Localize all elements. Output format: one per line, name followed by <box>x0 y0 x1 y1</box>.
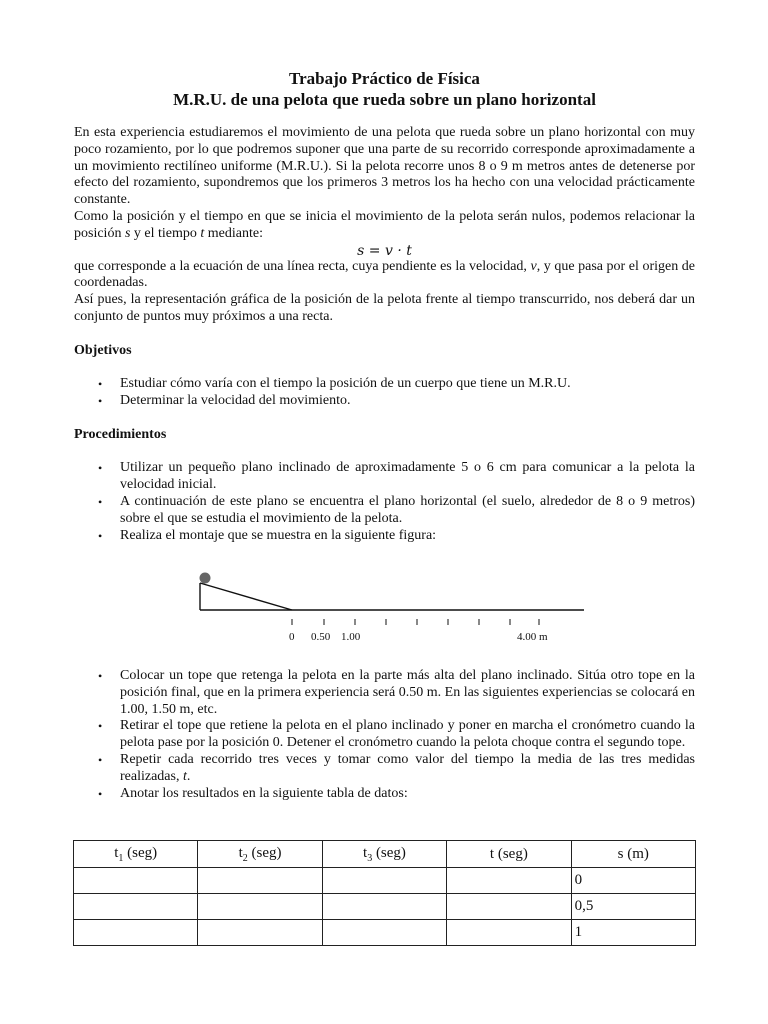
list-item: • Determinar la velocidad del movimiento. <box>98 392 351 408</box>
header-s: s (m) <box>571 841 695 868</box>
table-cell[interactable] <box>198 920 322 946</box>
procedimientos-list-2 <box>74 668 695 802</box>
procedimientos-list <box>74 460 695 544</box>
table-cell[interactable] <box>447 894 571 920</box>
header-t1: $t_1$ (seg) <box>74 841 198 868</box>
list-item: • Estudiar cómo varía con el tiempo la posición de un cuerpo que tiene un M.R.U. <box>98 375 571 391</box>
label-0-50: 0.50 <box>311 631 331 643</box>
document-page <box>74 68 695 544</box>
table-row <box>74 868 696 894</box>
intro-paragraph-4: Así pues, la representación gráfica de la posición de la pelota frente al tiempo transcurrido, nos deberá dar un conjunto de puntos muy próximos a una recta. <box>74 292 695 324</box>
procedimientos-continued <box>74 668 695 802</box>
list-item: • Utilizar un pequeño plano inclinado de aproximadamente 5 o 6 cm para comunicar a la pelota la velocidad inicial. <box>98 460 695 493</box>
list-item: • A continuación de este plano se encuentra el plano horizontal (el suelo, alrededor de 8 o 9 metros) sobre el que se estudia el movimiento de la pelota. <box>98 493 695 526</box>
tick-marks <box>292 619 539 625</box>
data-table <box>73 840 696 946</box>
table-cell-s: 1 <box>571 920 695 946</box>
table-header-row <box>74 841 696 868</box>
table-cell[interactable] <box>74 894 198 920</box>
table-cell[interactable] <box>447 920 571 946</box>
list-item: • Colocar un tope que retenga la pelota en la parte más alta del plano inclinado. Sitúa otro tope en la posición final, que en la primera experiencia será 0.50 m. En las siguientes experiencias se colocará en 1.00, 1.50 m, etc. <box>98 668 695 717</box>
intro-paragraph-3: que corresponde a la ecuación de una línea recta, cuya pendiente es la velocidad, v, y que pasa por el origen de coordenadas. <box>74 258 695 291</box>
table-cell[interactable] <box>198 894 322 920</box>
formula-s-equals-vt: s = v · t <box>357 242 412 259</box>
intro-paragraph-1: En esta experiencia estudiaremos el movimiento de una pelota que rueda sobre un plano horizontal con muy poco rozamiento, por lo que podremos suponer que una parte de su recorrido corresponde aproximadamente a un movimiento rectilíneo uniforme (M.R.U.). Si la pelota recorre unos 8 o 9 m metros antes de detenerse por efecto del rozamiento, supondremos que los primeros 3 metros los ha hecho con una velocidad prácticamente constante. <box>74 125 695 208</box>
table-cell[interactable] <box>447 868 571 894</box>
document-subtitle: M.R.U. de una pelota que rueda sobre un plano horizontal <box>173 90 596 109</box>
symbol-v: v <box>530 258 537 274</box>
objetivos-heading: Objetivos <box>74 342 132 358</box>
table-cell[interactable] <box>322 894 446 920</box>
procedimientos-heading: Procedimientos <box>74 427 167 443</box>
list-item: • Anotar los resultados en la siguiente tabla de datos: <box>98 785 408 801</box>
symbol-s: s <box>124 225 131 241</box>
table-cell-s: 0,5 <box>571 894 695 920</box>
header-t3: $t_3$ (seg) <box>322 841 446 868</box>
table-row <box>74 894 696 920</box>
list-item: • Repetir cada recorrido tres veces y tomar como valor del tiempo la media de las tres medidas realizadas, t. <box>98 751 695 784</box>
symbol-t-mean: t <box>182 768 187 784</box>
table-cell[interactable] <box>322 868 446 894</box>
table-row <box>74 920 696 946</box>
header-t2: $t_2$ (seg) <box>198 841 322 868</box>
table-cell[interactable] <box>74 920 198 946</box>
table-cell[interactable] <box>198 868 322 894</box>
objetivos-list <box>74 376 695 410</box>
setup-figure <box>194 566 594 646</box>
label-4-00: 4.00 m <box>517 631 548 643</box>
label-0: 0 <box>289 631 295 643</box>
symbol-t: t <box>200 225 205 241</box>
header-t-mean: t (seg) <box>447 841 571 868</box>
list-item: • Retirar el tope que retiene la pelota en el plano inclinado y poner en marcha el cronómetro cuando la pelota pase por la posición 0. Detener el cronómetro cuando la pelota choque contra el segundo tope. <box>98 718 695 751</box>
ramp-slope <box>200 583 292 610</box>
table-cell[interactable] <box>74 868 198 894</box>
label-1-00: 1.00 <box>341 631 361 643</box>
table-cell-s: 0 <box>571 868 695 894</box>
list-item: • Realiza el montaje que se muestra en la siguiente figura: <box>98 527 437 543</box>
intro-paragraph-2: Como la posición y el tiempo en que se inicia el movimiento de la pelota serán nulos, podemos relacionar la posición s y el tiempo t mediante: <box>74 208 695 241</box>
ball-icon <box>200 573 211 584</box>
document-title: Trabajo Práctico de Física <box>289 69 480 88</box>
table-cell[interactable] <box>322 920 446 946</box>
